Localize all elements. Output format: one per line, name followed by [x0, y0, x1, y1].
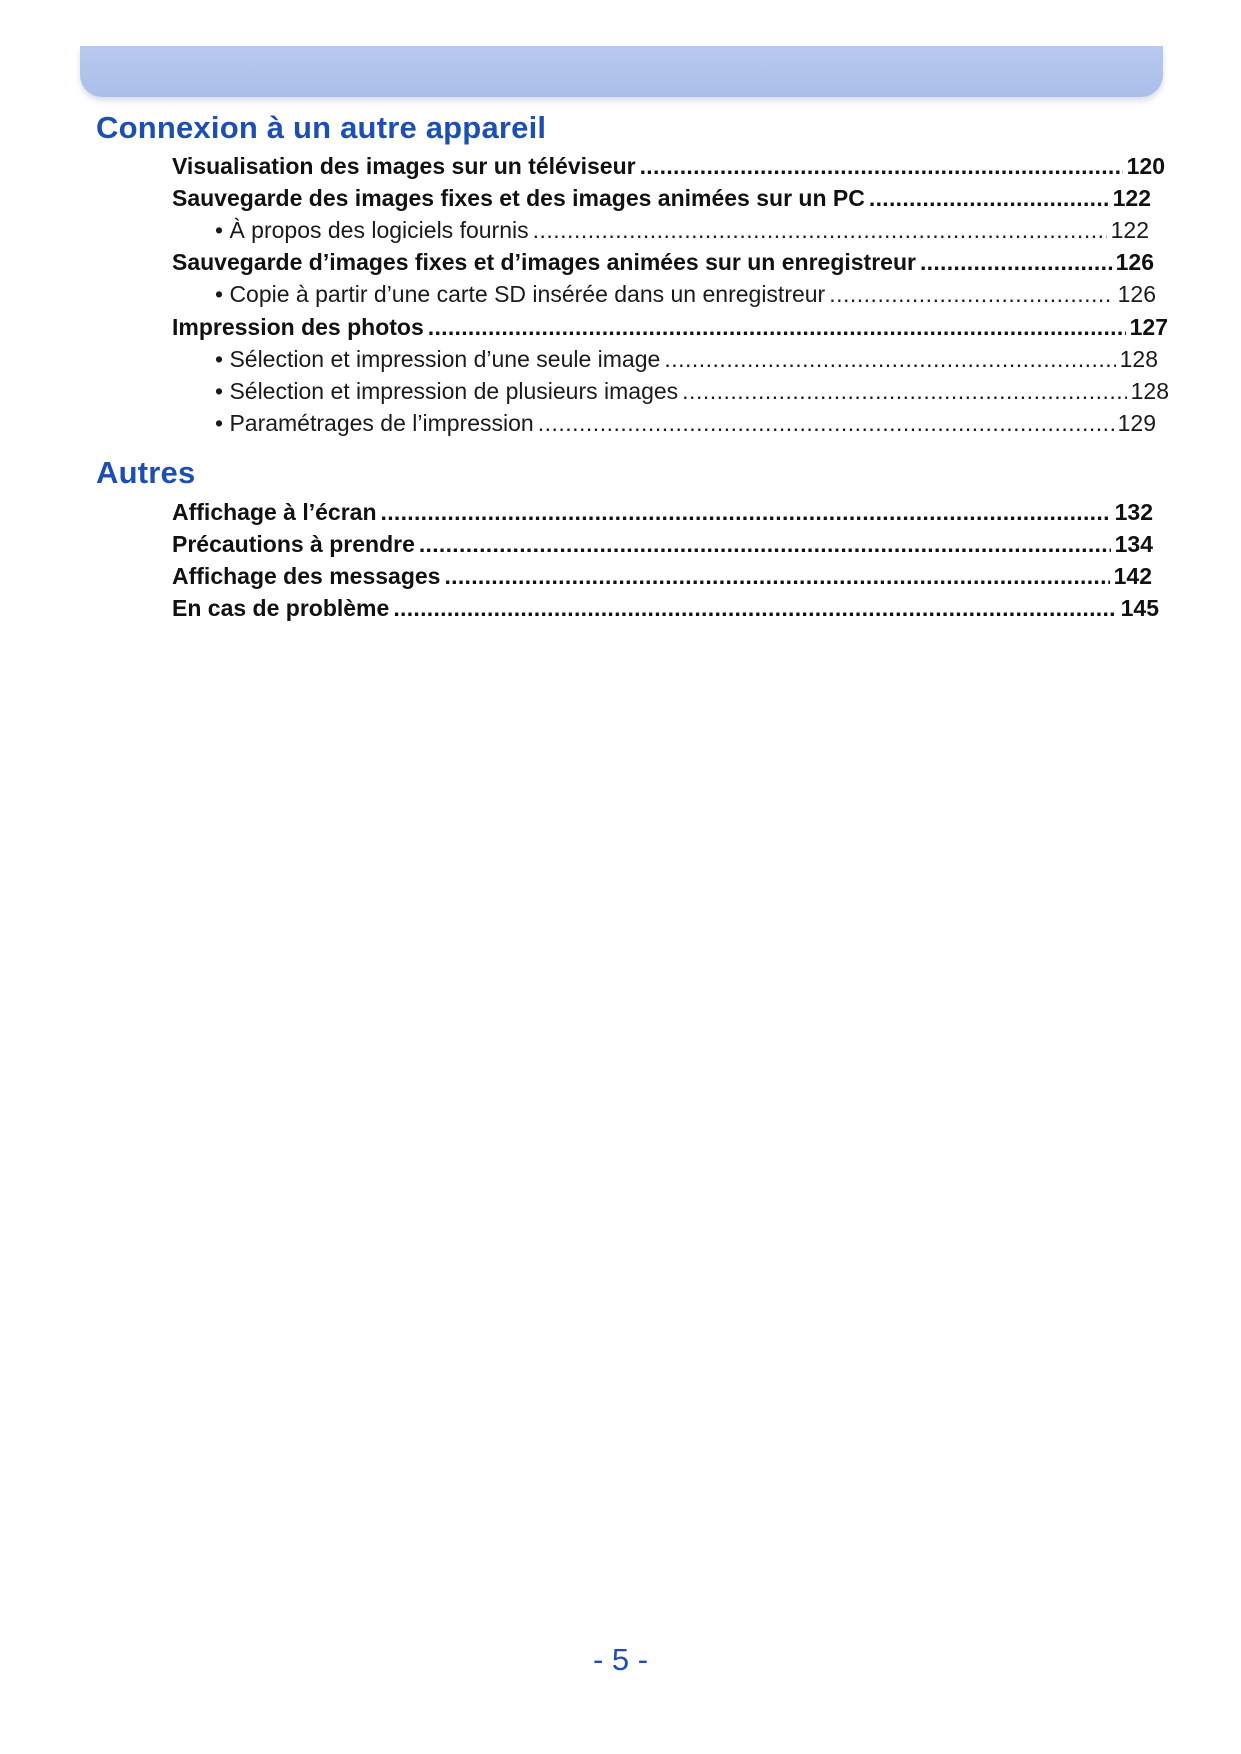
toc-entry[interactable] [172, 531, 1153, 561]
header-band [80, 46, 1163, 97]
toc-entry[interactable] [172, 595, 1159, 625]
toc-entry[interactable] [172, 563, 1152, 593]
toc-entry-label: Visualisation des images sur un téléviseur [172, 153, 636, 179]
section-title: Autres [96, 455, 196, 490]
dot-leader [428, 314, 1126, 341]
toc-entry-page: 122 [1110, 217, 1149, 243]
dot-leader [381, 499, 1111, 526]
toc-entry-page: 145 [1120, 595, 1159, 621]
dot-leader [533, 217, 1107, 244]
toc-entry[interactable] [172, 153, 1165, 183]
dot-leader [869, 185, 1109, 212]
toc-entry-label: • Paramétrages de l’impression [215, 410, 534, 436]
toc-entry-page: 120 [1126, 153, 1165, 179]
toc-entry[interactable] [172, 499, 1153, 529]
toc-entry-page: 142 [1113, 563, 1152, 589]
section-title: Connexion à un autre appareil [96, 110, 547, 145]
dot-leader [393, 595, 1116, 622]
toc-entry[interactable] [215, 410, 1156, 440]
dot-leader [664, 346, 1115, 373]
toc-entry-label: • Sélection et impression d’une seule image [215, 346, 661, 372]
toc-entry-label: En cas de problème [172, 595, 390, 621]
toc-entry-page: 126 [1117, 281, 1156, 307]
toc-entry[interactable] [172, 249, 1154, 279]
toc-entry-label: Sauvegarde d’images fixes et d’images animées sur un enregistreur [172, 249, 916, 275]
toc-entry-page: 134 [1114, 531, 1153, 557]
dot-leader [538, 410, 1114, 437]
toc-entry-label: Impression des photos [172, 314, 424, 340]
dot-leader [640, 153, 1123, 180]
dot-leader [682, 378, 1126, 405]
toc-entry[interactable] [215, 378, 1169, 408]
toc-entry-page: 132 [1114, 499, 1153, 525]
toc-entry-label: Précautions à prendre [172, 531, 415, 557]
toc-entry-page: 128 [1130, 378, 1169, 404]
toc-entry-page: 122 [1112, 185, 1151, 211]
dot-leader [444, 563, 1109, 590]
toc-entry[interactable] [215, 281, 1156, 311]
dot-leader [419, 531, 1111, 558]
toc-entry-label: • Copie à partir d’une carte SD insérée dans un enregistreur [215, 281, 826, 307]
toc-entry-page: 129 [1117, 410, 1156, 436]
toc-entry-label: Affichage à l’écran [172, 499, 377, 525]
toc-entry-label: • À propos des logiciels fournis [215, 217, 529, 243]
toc-entry-label: • Sélection et impression de plusieurs images [215, 378, 679, 404]
dot-leader [920, 249, 1112, 276]
toc-entry-page: 128 [1119, 346, 1158, 372]
toc-entry[interactable] [215, 217, 1149, 247]
toc-entry-label: Sauvegarde des images fixes et des images animées sur un PC [172, 185, 865, 211]
page-number: - 5 - [592, 1642, 649, 1677]
toc-entry[interactable] [215, 346, 1158, 376]
toc-entry[interactable] [172, 185, 1151, 215]
toc-entry-page: 127 [1129, 314, 1168, 340]
toc-entry[interactable] [172, 314, 1168, 344]
dot-leader [829, 281, 1113, 308]
toc-entry-label: Affichage des messages [172, 563, 441, 589]
toc-entry-page: 126 [1115, 249, 1154, 275]
